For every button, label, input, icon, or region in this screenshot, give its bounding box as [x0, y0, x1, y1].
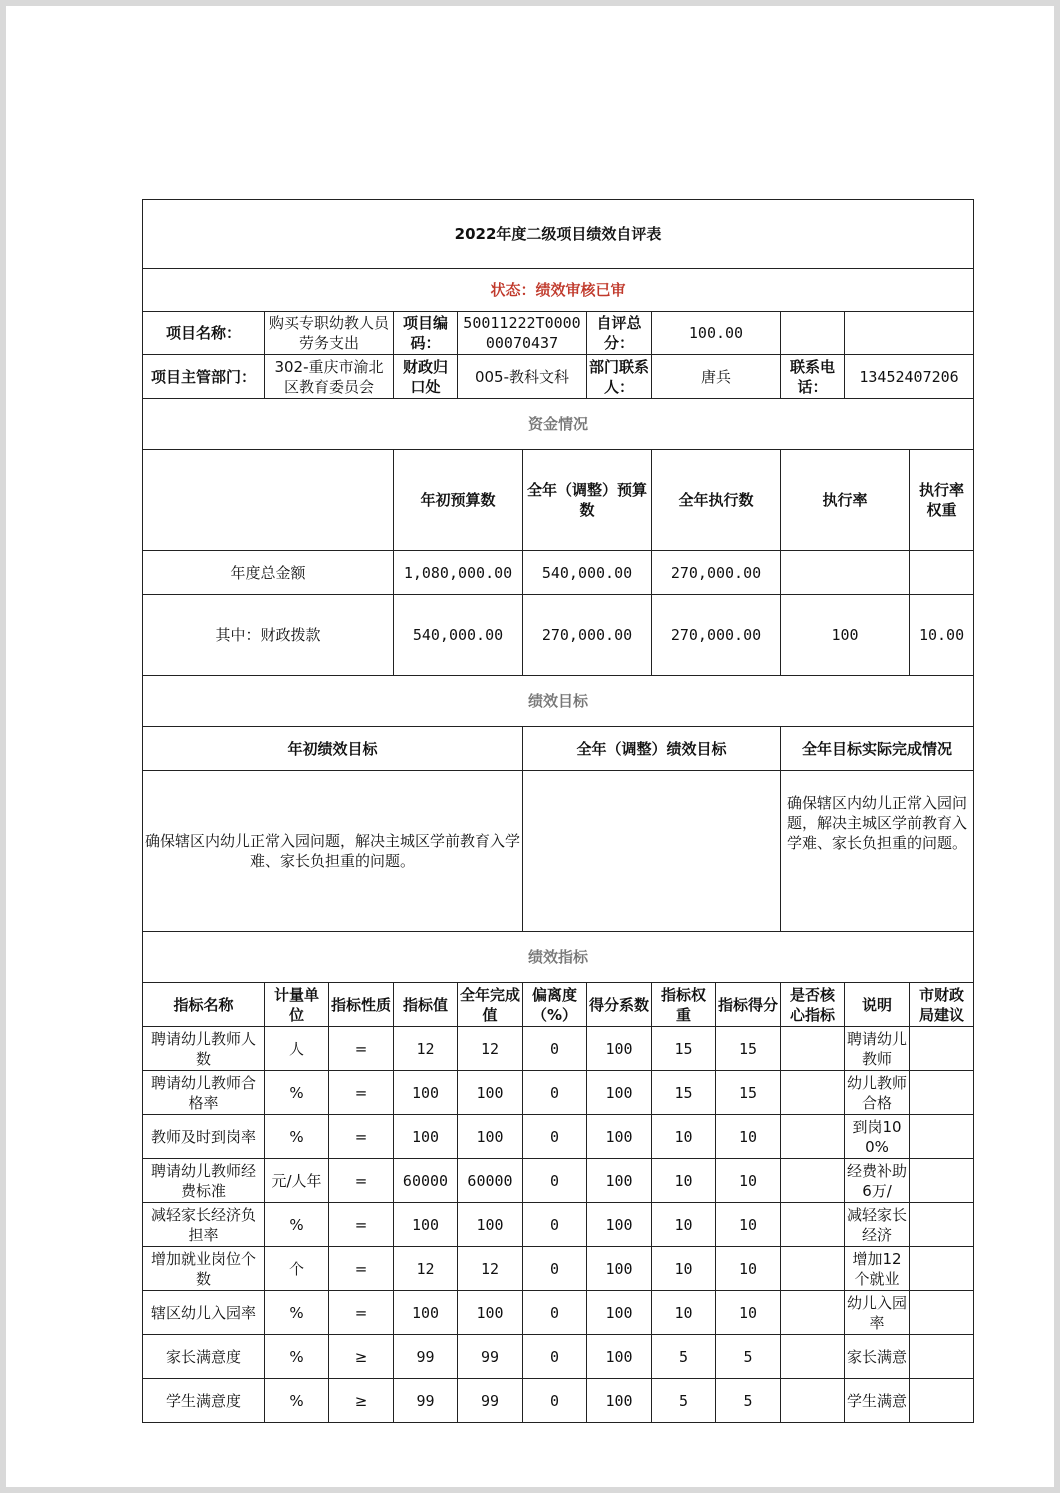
indicator-cell — [910, 1291, 974, 1335]
funds-header: 年初预算数 — [394, 450, 523, 551]
indicator-cell — [910, 1115, 974, 1159]
indicator-cell: 60000 — [458, 1159, 523, 1203]
indicator-header: 是否核心指标 — [781, 983, 845, 1027]
indicator-cell: 99 — [458, 1379, 523, 1423]
indicator-cell: 聘请幼儿教师合格率 — [143, 1071, 265, 1115]
indicator-cell: 99 — [394, 1335, 458, 1379]
indicator-cell — [781, 1247, 845, 1291]
phone-label: 联系电话： — [781, 355, 845, 399]
initial-goal-text: 确保辖区内幼儿正常入园问题，解决主城区学前教育入学难、家长负担重的问题。 — [143, 771, 523, 932]
indicator-cell: 个 — [265, 1247, 329, 1291]
indicator-cell — [781, 1071, 845, 1115]
indicator-row — [143, 1203, 974, 1247]
indicator-cell: 教师及时到岗率 — [143, 1115, 265, 1159]
indicators-body — [143, 1027, 974, 1423]
indicator-cell: = — [329, 1203, 394, 1247]
adjusted-goal-text — [523, 771, 781, 932]
indicator-cell: 10 — [652, 1291, 716, 1335]
funds-header: 执行率 — [781, 450, 910, 551]
indicator-cell: 100 — [458, 1071, 523, 1115]
indicator-cell: 0 — [523, 1071, 587, 1115]
indicator-cell: = — [329, 1027, 394, 1071]
indicator-cell: 100 — [587, 1335, 652, 1379]
dept-label: 项目主管部门： — [143, 355, 265, 399]
indicator-cell: ≥ — [329, 1335, 394, 1379]
finance-label: 财政归口处 — [394, 355, 458, 399]
indicator-cell: 5 — [652, 1335, 716, 1379]
indicator-cell: 聘请幼儿教师人数 — [143, 1027, 265, 1071]
indicator-cell: 15 — [652, 1027, 716, 1071]
indicator-cell: 10 — [716, 1115, 781, 1159]
indicator-cell: % — [265, 1335, 329, 1379]
indicator-cell: 5 — [716, 1335, 781, 1379]
goals-header: 年初绩效目标 — [143, 727, 523, 771]
indicator-header: 市财政局建议 — [910, 983, 974, 1027]
status-badge: 状态：绩效审核已审 — [143, 269, 974, 312]
project-code-label: 项目编码： — [394, 312, 458, 355]
indicator-cell: 100 — [458, 1291, 523, 1335]
indicator-cell: 99 — [394, 1379, 458, 1423]
indicator-cell: = — [329, 1071, 394, 1115]
indicator-row — [143, 1159, 974, 1203]
indicator-cell: 100 — [587, 1115, 652, 1159]
indicator-cell: % — [265, 1203, 329, 1247]
indicator-cell: 12 — [394, 1247, 458, 1291]
indicator-cell — [781, 1379, 845, 1423]
indicator-cell: 学生满意 — [845, 1379, 910, 1423]
indicator-cell — [910, 1071, 974, 1115]
indicator-cell: 0 — [523, 1203, 587, 1247]
indicator-cell: 15 — [652, 1071, 716, 1115]
indicator-cell — [910, 1159, 974, 1203]
indicator-cell: 到岗100% — [845, 1115, 910, 1159]
indicator-cell: 10 — [652, 1115, 716, 1159]
indicator-cell — [910, 1379, 974, 1423]
indicator-cell: 100 — [458, 1115, 523, 1159]
finance-value: 005-教科文科 — [458, 355, 587, 399]
indicator-cell: % — [265, 1291, 329, 1335]
indicator-cell: % — [265, 1379, 329, 1423]
indicator-cell: 100 — [394, 1115, 458, 1159]
indicator-row — [143, 1115, 974, 1159]
funds-row-label: 年度总金额 — [143, 551, 394, 595]
indicator-row — [143, 1071, 974, 1115]
actual-completion-text: 确保辖区内幼儿正常入园问题，解决主城区学前教育入学难、家长负担重的问题。 — [781, 771, 974, 932]
indicator-cell: = — [329, 1115, 394, 1159]
goals-header: 全年目标实际完成情况 — [781, 727, 974, 771]
indicator-cell: ≥ — [329, 1379, 394, 1423]
funds-section-title: 资金情况 — [143, 399, 974, 450]
indicator-cell: 幼儿入园率 — [845, 1291, 910, 1335]
indicator-row — [143, 1247, 974, 1291]
funds-header: 全年执行数 — [652, 450, 781, 551]
indicator-cell: 家长满意 — [845, 1335, 910, 1379]
goals-section-title: 绩效目标 — [143, 676, 974, 727]
indicator-cell: 100 — [458, 1203, 523, 1247]
indicator-header: 偏离度（%） — [523, 983, 587, 1027]
indicators-header-row — [143, 983, 974, 1027]
indicator-cell: 100 — [394, 1071, 458, 1115]
indicator-cell — [910, 1247, 974, 1291]
empty-cell — [143, 450, 394, 551]
indicator-row — [143, 1379, 974, 1423]
goals-header: 全年（调整）绩效目标 — [523, 727, 781, 771]
indicator-cell: 10 — [716, 1203, 781, 1247]
indicator-header: 全年完成值 — [458, 983, 523, 1027]
indicator-cell: 10 — [652, 1203, 716, 1247]
project-name-value: 购买专职幼教人员劳务支出 — [265, 312, 394, 355]
indicator-cell: 人 — [265, 1027, 329, 1071]
indicator-cell: 0 — [523, 1335, 587, 1379]
empty-cell — [845, 312, 974, 355]
contact-value: 唐兵 — [652, 355, 781, 399]
indicator-cell: 元/人年 — [265, 1159, 329, 1203]
indicator-cell: % — [265, 1115, 329, 1159]
indicator-cell: 10 — [716, 1291, 781, 1335]
phone-value: 13452407206 — [845, 355, 974, 399]
funds-cell: 540,000.00 — [394, 595, 523, 676]
indicator-cell: 聘请幼儿教师 — [845, 1027, 910, 1071]
funds-cell: 270,000.00 — [652, 551, 781, 595]
indicator-cell — [781, 1115, 845, 1159]
funds-cell: 270,000.00 — [523, 595, 652, 676]
indicator-header: 计量单位 — [265, 983, 329, 1027]
dept-value: 302-重庆市渝北区教育委员会 — [265, 355, 394, 399]
page-title: 2022年度二级项目绩效自评表 — [143, 200, 974, 269]
indicator-cell: = — [329, 1159, 394, 1203]
funds-row-label: 其中：财政拨款 — [143, 595, 394, 676]
self-evaluation-form — [142, 199, 974, 1423]
indicator-row — [143, 1335, 974, 1379]
indicator-cell: 学生满意度 — [143, 1379, 265, 1423]
indicator-cell: 0 — [523, 1115, 587, 1159]
indicator-header: 得分系数 — [587, 983, 652, 1027]
indicator-cell: 100 — [587, 1159, 652, 1203]
indicator-cell: 0 — [523, 1159, 587, 1203]
indicator-cell: 15 — [716, 1071, 781, 1115]
self-score-value: 100.00 — [652, 312, 781, 355]
empty-cell — [781, 312, 845, 355]
funds-cell — [910, 551, 974, 595]
indicator-header: 指标得分 — [716, 983, 781, 1027]
indicator-cell: 增加就业岗位个数 — [143, 1247, 265, 1291]
funds-cell: 1,080,000.00 — [394, 551, 523, 595]
indicator-cell: 5 — [716, 1379, 781, 1423]
indicator-header: 说明 — [845, 983, 910, 1027]
indicator-cell: = — [329, 1291, 394, 1335]
indicator-header: 指标值 — [394, 983, 458, 1027]
indicator-cell: 15 — [716, 1027, 781, 1071]
indicator-cell: 经费补助6万/ — [845, 1159, 910, 1203]
indicator-cell — [781, 1203, 845, 1247]
indicator-cell: 0 — [523, 1247, 587, 1291]
funds-cell: 540,000.00 — [523, 551, 652, 595]
indicator-row — [143, 1027, 974, 1071]
indicator-cell: 60000 — [394, 1159, 458, 1203]
indicator-row — [143, 1291, 974, 1335]
indicator-cell: 100 — [587, 1071, 652, 1115]
indicator-cell: 幼儿教师合格 — [845, 1071, 910, 1115]
funds-cell — [781, 551, 910, 595]
indicator-cell — [781, 1027, 845, 1071]
indicator-cell: 5 — [652, 1379, 716, 1423]
indicator-header: 指标权重 — [652, 983, 716, 1027]
indicator-cell — [910, 1335, 974, 1379]
project-code-value: 50011222T000000070437 — [458, 312, 587, 355]
self-score-label: 自评总分： — [587, 312, 652, 355]
indicator-cell: 100 — [394, 1203, 458, 1247]
indicator-cell: 100 — [587, 1379, 652, 1423]
indicator-cell: 10 — [652, 1247, 716, 1291]
indicator-cell: 增加12个就业 — [845, 1247, 910, 1291]
funds-cell: 10.00 — [910, 595, 974, 676]
indicator-cell: 0 — [523, 1291, 587, 1335]
funds-header: 全年（调整）预算数 — [523, 450, 652, 551]
indicator-cell: 99 — [458, 1335, 523, 1379]
indicator-cell: 10 — [652, 1159, 716, 1203]
indicator-cell: 聘请幼儿教师经费标准 — [143, 1159, 265, 1203]
indicator-cell: 0 — [523, 1027, 587, 1071]
indicator-cell — [910, 1027, 974, 1071]
indicator-cell: 10 — [716, 1159, 781, 1203]
indicator-cell: 12 — [394, 1027, 458, 1071]
indicator-cell: = — [329, 1247, 394, 1291]
indicator-cell: 0 — [523, 1379, 587, 1423]
indicator-cell: 100 — [394, 1291, 458, 1335]
indicator-cell: 12 — [458, 1027, 523, 1071]
indicator-cell — [910, 1203, 974, 1247]
indicator-cell: 10 — [716, 1247, 781, 1291]
indicator-cell: % — [265, 1071, 329, 1115]
indicator-cell — [781, 1291, 845, 1335]
indicator-cell: 家长满意度 — [143, 1335, 265, 1379]
project-name-label: 项目名称： — [143, 312, 265, 355]
indicator-cell: 辖区幼儿入园率 — [143, 1291, 265, 1335]
contact-label: 部门联系人： — [587, 355, 652, 399]
indicators-section-title: 绩效指标 — [143, 932, 974, 983]
indicator-cell: 减轻家长经济负担率 — [143, 1203, 265, 1247]
indicator-cell: 100 — [587, 1247, 652, 1291]
funds-header: 执行率权重 — [910, 450, 974, 551]
indicator-cell — [781, 1335, 845, 1379]
funds-cell: 100 — [781, 595, 910, 676]
indicator-cell: 12 — [458, 1247, 523, 1291]
indicator-cell: 100 — [587, 1203, 652, 1247]
indicator-cell: 100 — [587, 1291, 652, 1335]
indicator-cell: 100 — [587, 1027, 652, 1071]
indicator-header: 指标性质 — [329, 983, 394, 1027]
funds-cell: 270,000.00 — [652, 595, 781, 676]
indicator-header: 指标名称 — [143, 983, 265, 1027]
indicator-cell: 减轻家长经济 — [845, 1203, 910, 1247]
indicator-cell — [781, 1159, 845, 1203]
